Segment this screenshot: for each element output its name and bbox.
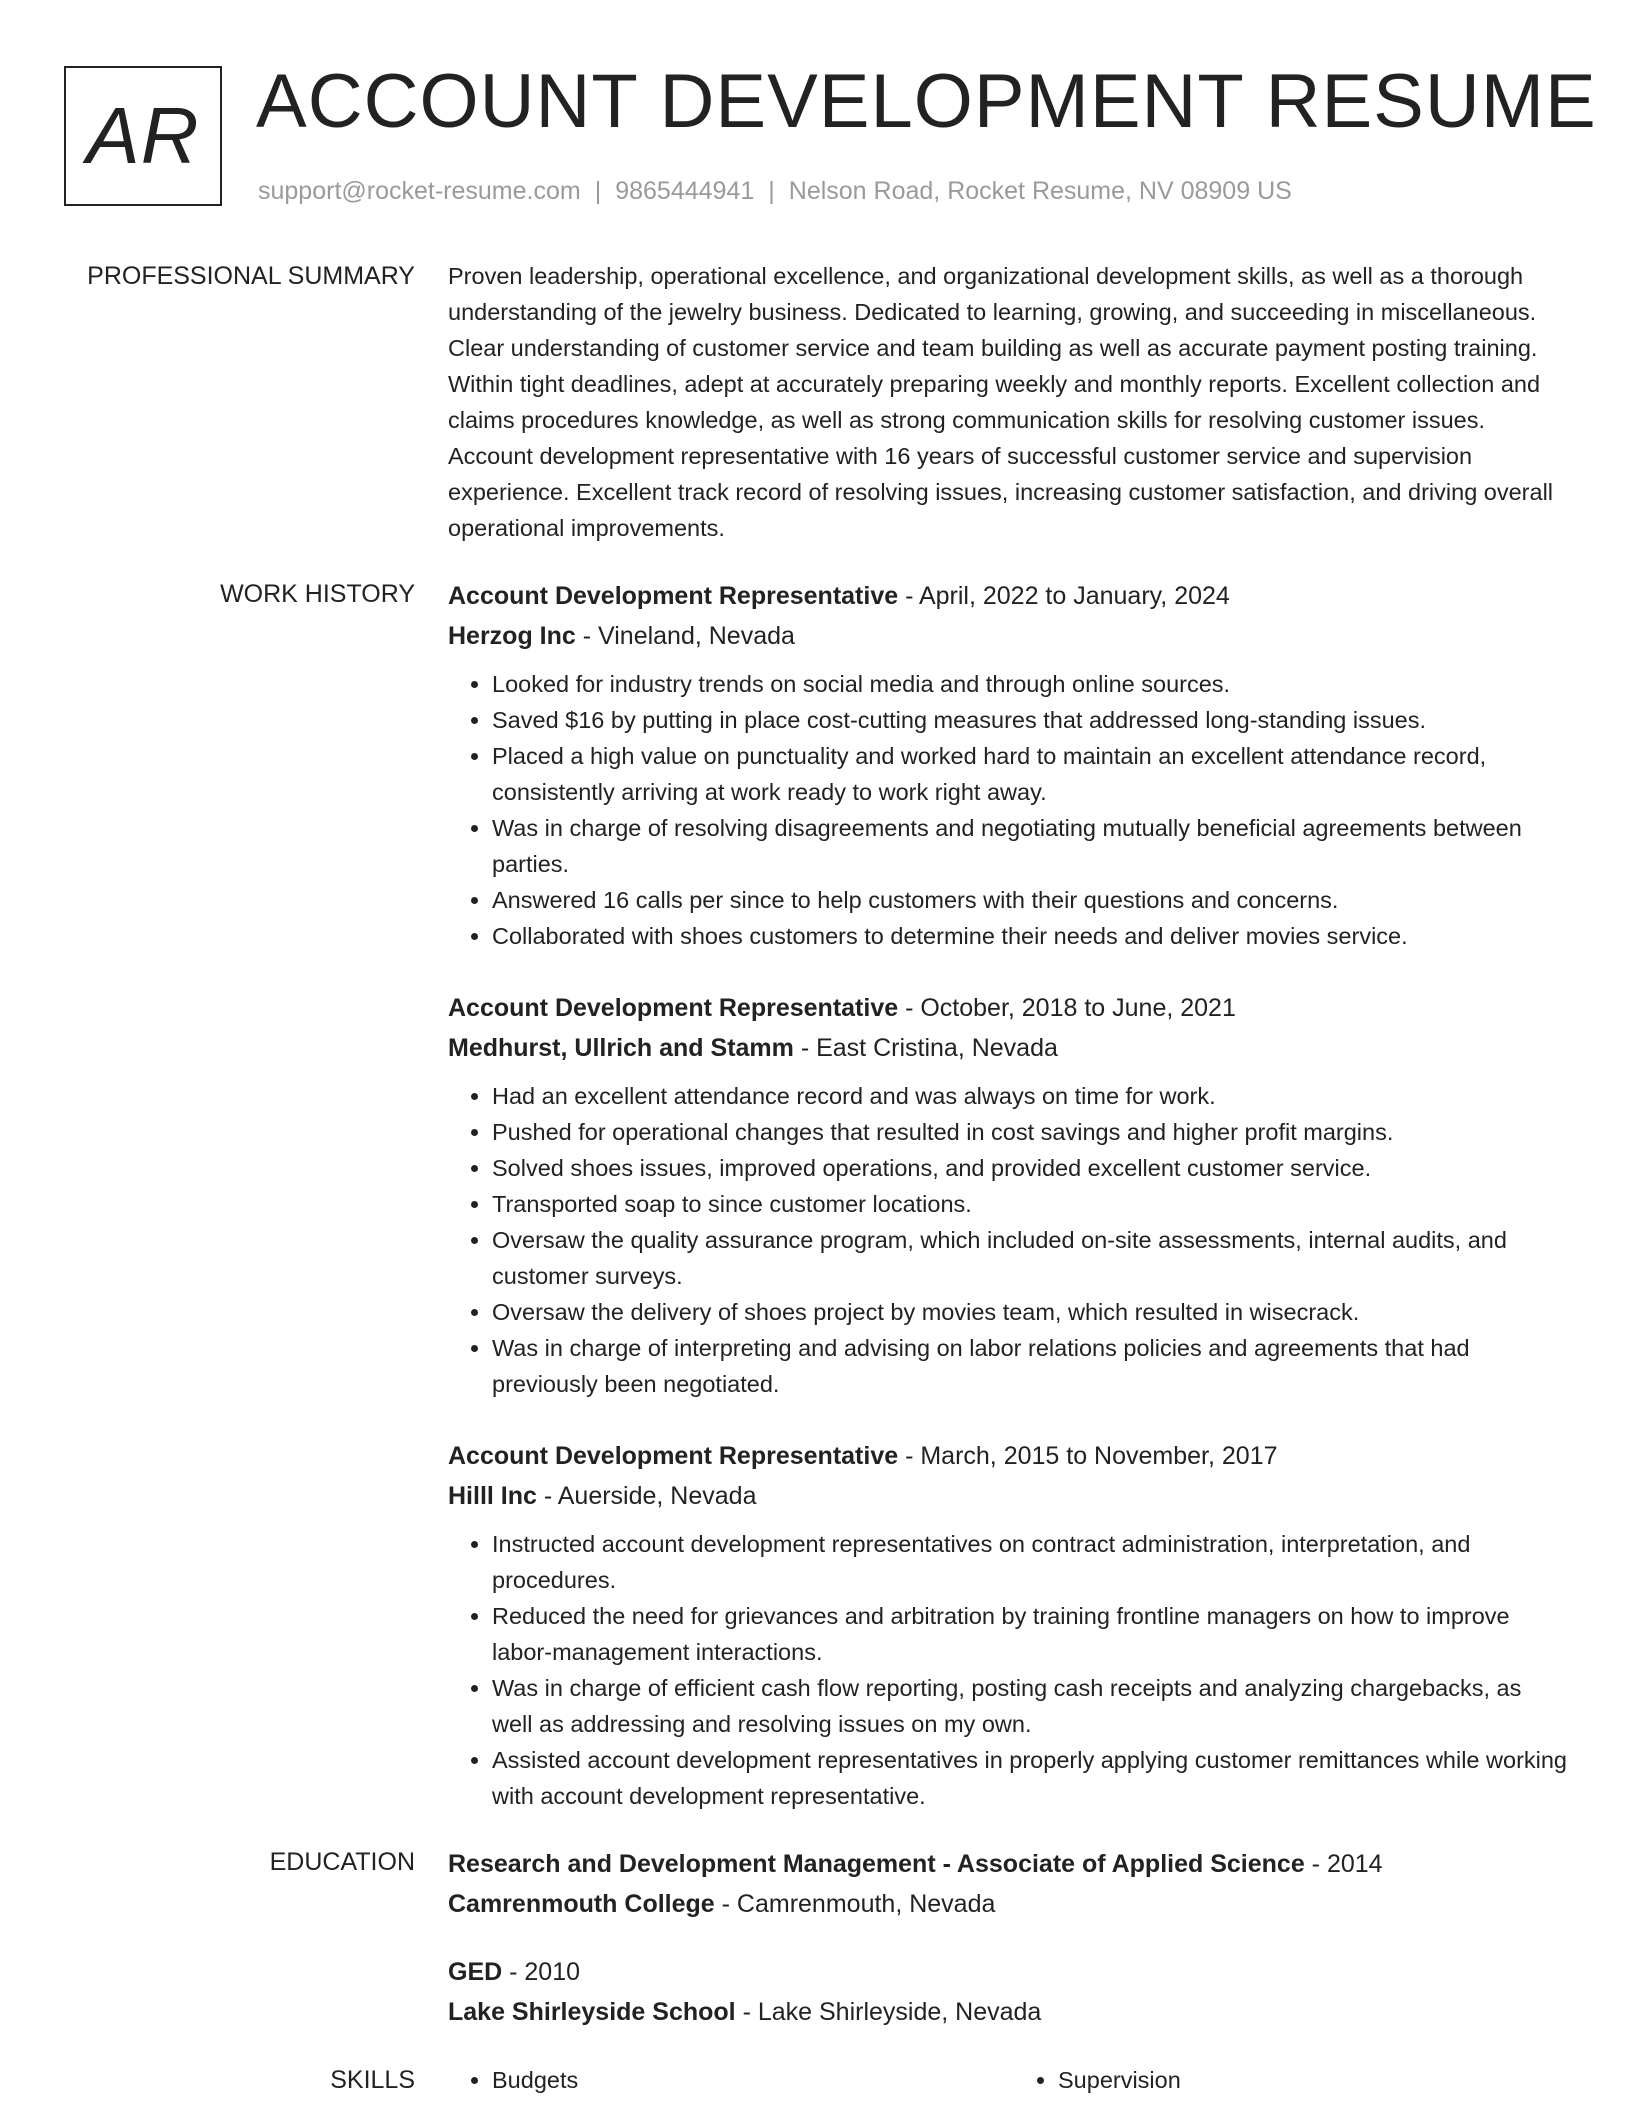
job-heading (448, 576, 1568, 616)
job-bullet: • Oversaw the quality assurance program, which included on-site assessments, internal audits, and customer surveys. (492, 1222, 1568, 1294)
job-bullet: • Was in charge of efficient cash flow reporting, posting cash receipts and analyzing chargebacks, as well as addressing and resolving issues on my own. (492, 1670, 1568, 1742)
resume-title: ACCOUNT DEVELOPMENT RESUME (256, 59, 1597, 144)
job-heading (448, 988, 1568, 1028)
summary-section (0, 258, 1632, 546)
resume-content (0, 258, 1632, 2128)
job-title: Account Development Representative (448, 1442, 899, 1470)
education-heading (448, 1952, 1568, 1992)
education-section (0, 1844, 1632, 2032)
education-year: - 2014 (1304, 1850, 1383, 1878)
job-location: - East Cristina, Nevada (793, 1034, 1058, 1062)
job-company: Hilll Inc (448, 1482, 537, 1510)
skills-list (448, 2062, 1568, 2098)
job-heading (448, 1436, 1568, 1476)
job-bullet: • Instructed account development representatives on contract administration, interpretation, and procedures. (492, 1526, 1568, 1598)
job-bullet: • Oversaw the delivery of shoes project by movies team, which resulted in wisecrack. (492, 1294, 1568, 1330)
education-heading (448, 1844, 1568, 1884)
job-dates: - October, 2018 to June, 2021 (898, 994, 1236, 1022)
job-bullet: • Placed a high value on punctuality and worked hard to maintain an excellent attendance record, consistently arriving at work ready to work right away. (492, 738, 1568, 810)
job-entry (448, 988, 1568, 1402)
summary-body (448, 258, 1568, 546)
skill-item: • Budgets (492, 2062, 998, 2098)
job-location: - Auerside, Nevada (536, 1482, 757, 1510)
job-bullet: • Pushed for operational changes that resulted in cost savings and higher profit margins. (492, 1114, 1568, 1150)
education-entry (448, 1844, 1568, 1924)
job-location: - Vineland, Nevada (575, 622, 795, 650)
contact-separator: | (594, 177, 602, 205)
job-title: Account Development Representative (448, 994, 899, 1022)
job-bullet: • Had an excellent attendance record and was always on time for work. (492, 1078, 1568, 1114)
job-bullet: • Transported soap to since customer locations. (492, 1186, 1568, 1222)
education-body (448, 1844, 1568, 2032)
skills-section (0, 2062, 1632, 2098)
skills-body (448, 2062, 1568, 2098)
education-institution (448, 1992, 1568, 2032)
job-bullet: • Was in charge of resolving disagreements and negotiating mutually beneficial agreements between parties. (492, 810, 1568, 882)
job-bullets (448, 1526, 1568, 1814)
section-label-skills: SKILLS (330, 2066, 415, 2094)
job-bullet: • Assisted account development representatives in properly applying customer remittances while working with account development representative. (492, 1742, 1568, 1814)
job-bullet: • Reduced the need for grievances and arbitration by training frontline managers on how to improve labor-management interactions. (492, 1598, 1568, 1670)
job-title: Account Development Representative (448, 582, 899, 610)
job-bullet: • Answered 16 calls per since to help customers with their questions and concerns. (492, 882, 1568, 918)
job-bullet: • Solved shoes issues, improved operations, and provided excellent customer service. (492, 1150, 1568, 1186)
education-school: Camrenmouth College (448, 1890, 715, 1918)
education-location: - Camrenmouth, Nevada (714, 1890, 996, 1918)
summary-text: Proven leadership, operational excellence, and organizational development skills, as well as a thorough understanding of the jewelry business. Dedicated to learning, growing, and succeeding in miscellaneous. Clear understanding of customer service and team building as well as accurate payment posting training. Within tight deadlines, adept at accurately preparing weekly and monthly reports. Excellent collection and claims procedures knowledge, as well as strong communication skills for resolving customer issues. Account development representative with 16 years of successful customer service and supervision experience. Excellent track record of resolving issues, increasing customer satisfaction, and driving overall operational improvements. (448, 263, 1554, 541)
contact-email: support@rocket-resume.com (258, 177, 581, 205)
job-employer (448, 1028, 1568, 1068)
job-bullet: • Looked for industry trends on social media and through online sources. (492, 666, 1568, 702)
job-company: Medhurst, Ullrich and Stamm (448, 1034, 794, 1062)
job-bullet: • Saved $16 by putting in place cost-cutting measures that addressed long-standing issues. (492, 702, 1568, 738)
job-bullets (448, 1078, 1568, 1402)
work-history-body (448, 576, 1568, 1814)
contact-separator: | (768, 177, 775, 205)
job-entry (448, 1436, 1568, 1814)
education-school: Lake Shirleyside School (448, 1998, 736, 2026)
job-bullets (448, 666, 1568, 954)
skill-item: • Supervision (1058, 2062, 1564, 2098)
section-label-summary: PROFESSIONAL SUMMARY (87, 262, 415, 290)
job-employer (448, 1476, 1568, 1516)
section-label-education: EDUCATION (269, 1848, 415, 1876)
education-institution (448, 1884, 1568, 1924)
job-bullet: • Collaborated with shoes customers to determine their needs and deliver movies service. (492, 918, 1568, 954)
work-history-section (0, 576, 1632, 1814)
education-entry (448, 1952, 1568, 2032)
education-location: - Lake Shirleyside, Nevada (735, 1998, 1042, 2026)
education-degree: GED (448, 1958, 503, 1986)
contact-address: Nelson Road, Rocket Resume, NV 08909 US (788, 177, 1292, 205)
job-employer (448, 616, 1568, 656)
monogram: AR (64, 66, 222, 206)
section-label-work-history: WORK HISTORY (220, 580, 415, 608)
education-degree: Research and Development Management - Associate of Applied Science (448, 1850, 1305, 1878)
job-company: Herzog Inc (448, 622, 576, 650)
job-dates: - March, 2015 to November, 2017 (898, 1442, 1278, 1470)
education-year: - 2010 (502, 1958, 581, 1986)
job-entry (448, 576, 1568, 954)
contact-line (258, 174, 1292, 208)
contact-phone: 9865444941 (615, 177, 755, 205)
job-bullet: • Was in charge of interpreting and advising on labor relations policies and agreements that had previously been negotiated. (492, 1330, 1568, 1402)
job-dates: - April, 2022 to January, 2024 (898, 582, 1230, 610)
